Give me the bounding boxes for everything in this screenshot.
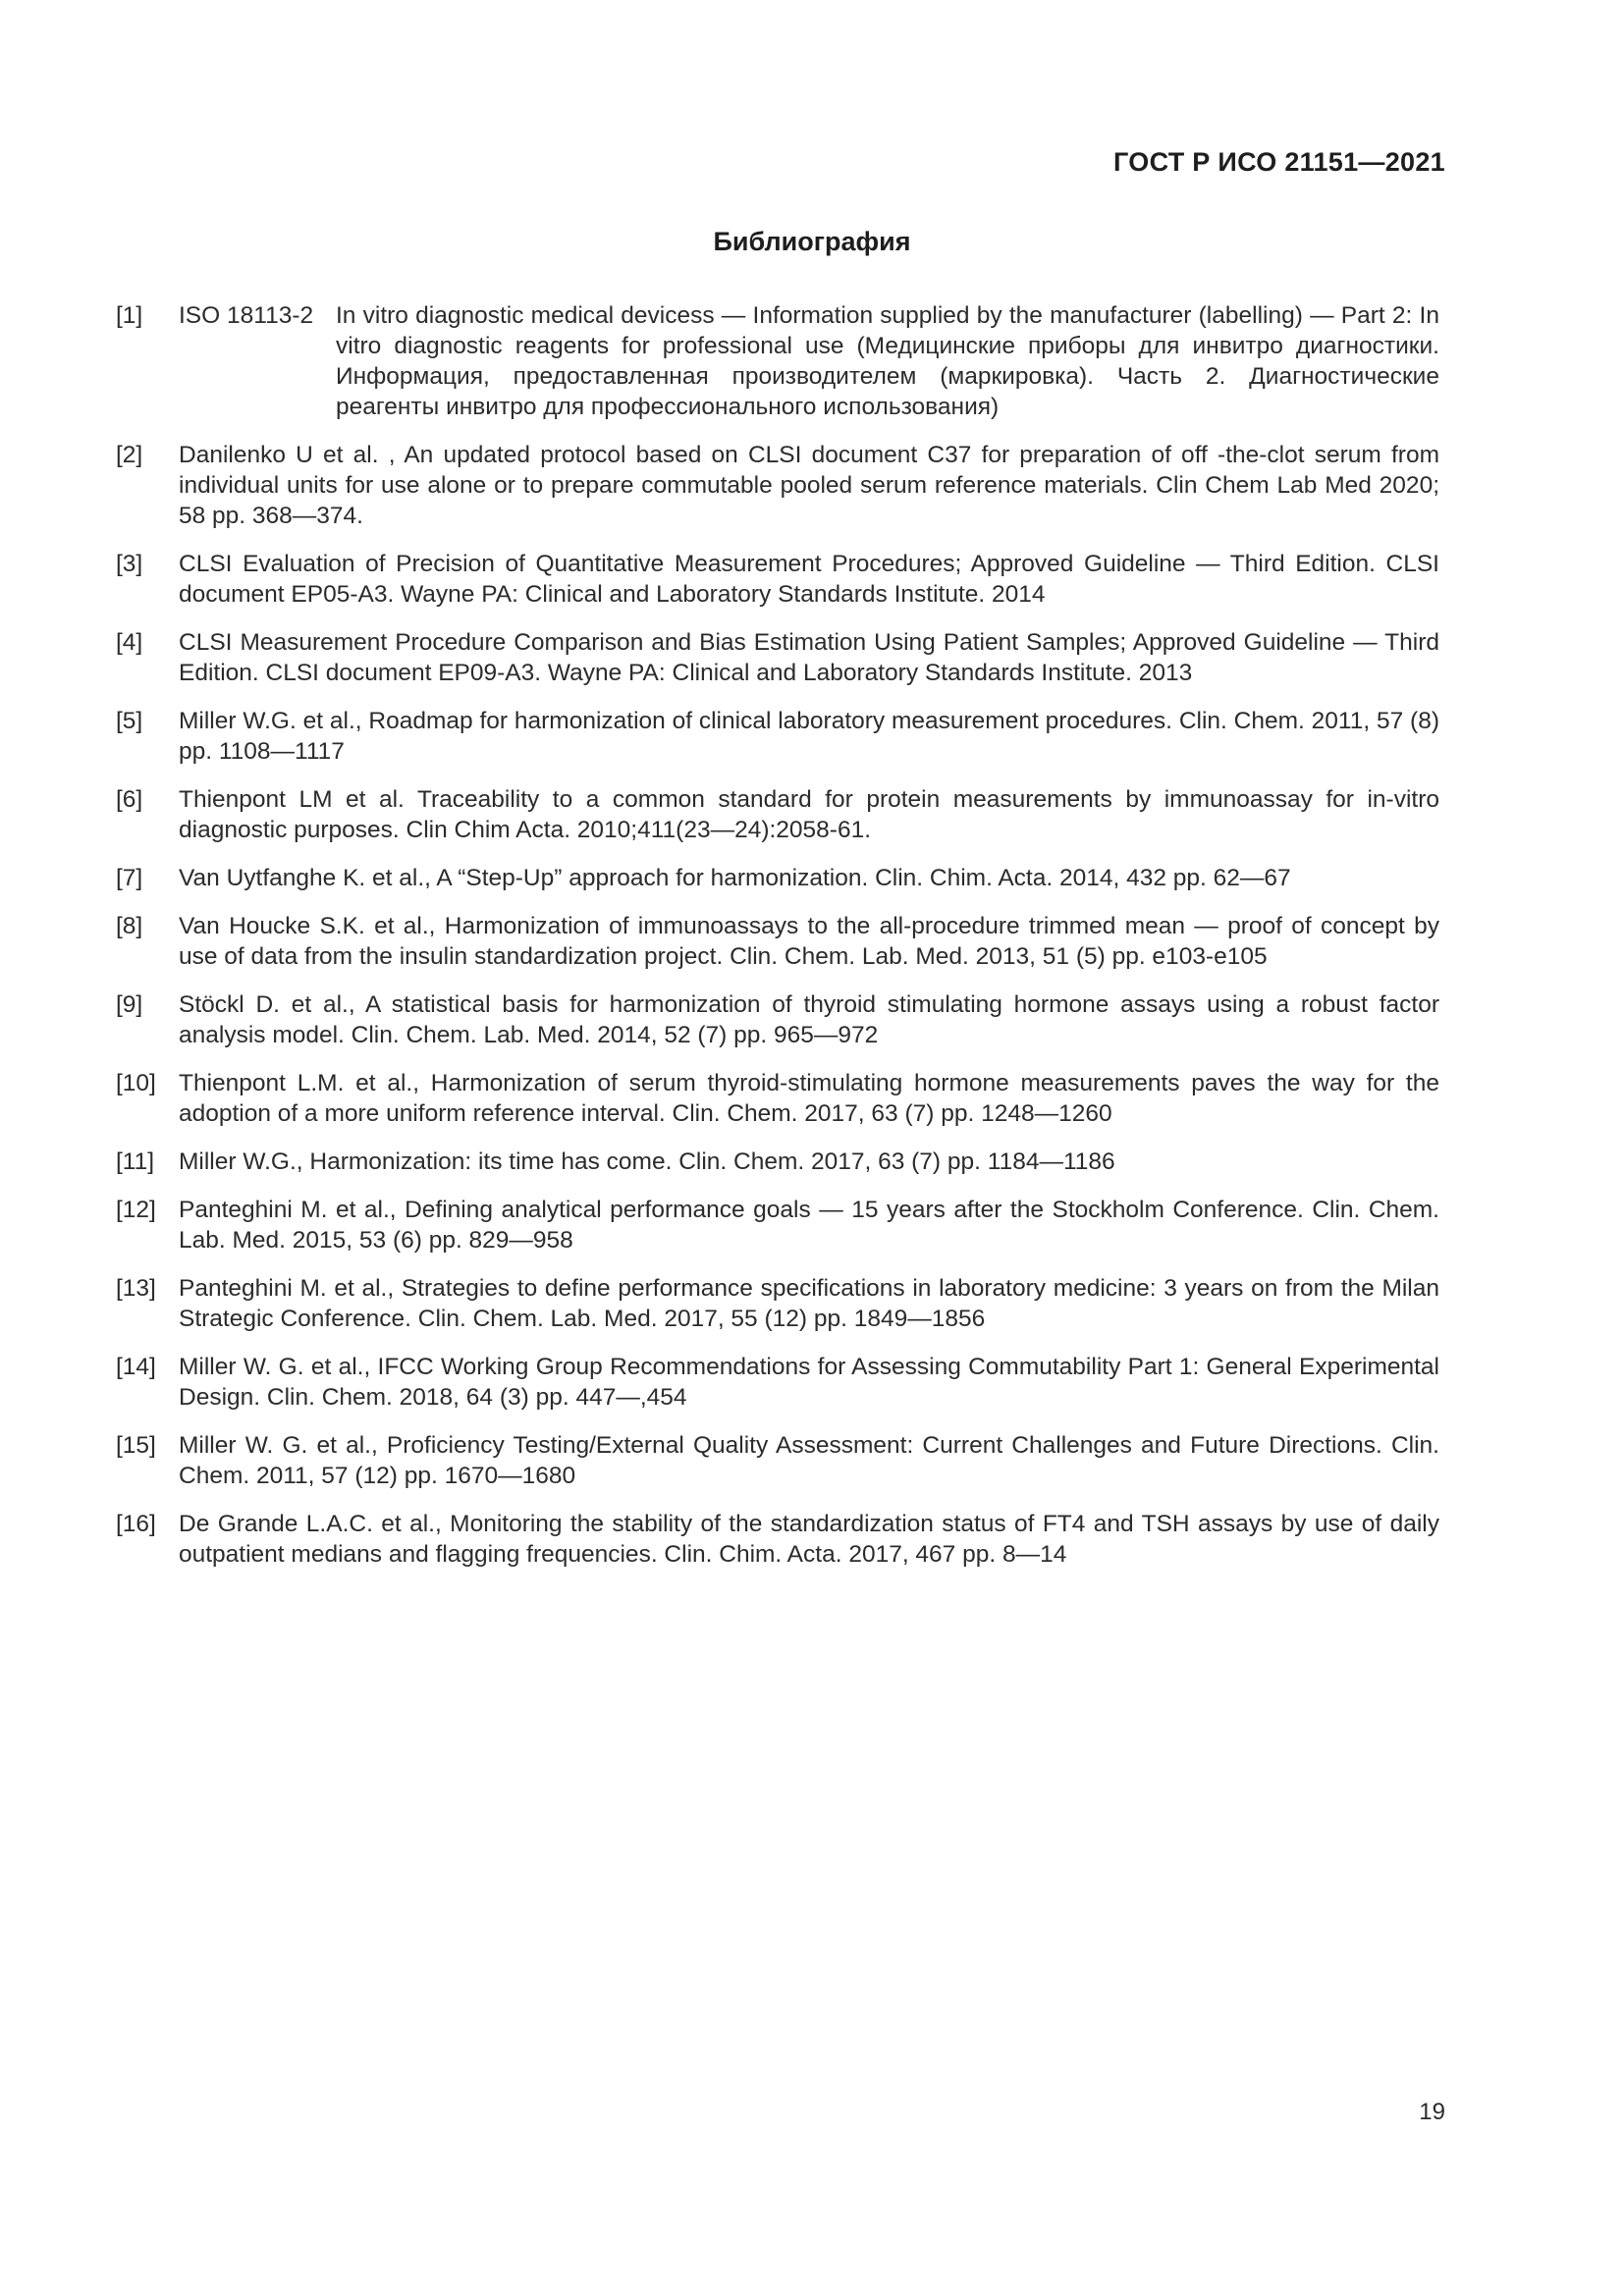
reference-item-16 — [116, 1509, 1439, 1570]
reference-content — [179, 300, 1439, 422]
reference-text: Miller W. G. et al., Proficiency Testing/External Quality Assessment: Current Challenges and Future Directions. Clin. Chem. 2011, 57 (12) pp. 1670—1680 — [179, 1432, 1439, 1489]
reference-text: Danilenko U et al. , An updated protocol based on CLSI document C37 for preparation of off -the-clot serum from individual units for use alone or to prepare commutable pooled serum reference materials. Clin Chem Lab Med 2020; 58 pp. 368—374. — [179, 442, 1439, 529]
reference-text: Thienpont LM et al. Traceability to a common standard for protein measurements by immunoassay for in-vitro diagnostic purposes. Clin Chim Acta. 2010;411(23—24):2058-61. — [179, 786, 1439, 843]
reference-number: [3] — [116, 551, 143, 577]
reference-text: Panteghini M. et al., Strategies to define performance specifications in laboratory medicine: 3 years on from the Milan Strategic Conference. Clin. Chem. Lab. Med. 2017, 55 (12) pp. 1849—1856 — [179, 1275, 1439, 1332]
reference-text: Miller W.G. et al., Roadmap for harmonization of clinical laboratory measurement procedures. Clin. Chem. 2011, 57 (8) pp. 1108—1117 — [179, 708, 1439, 765]
reference-number: [6] — [116, 786, 143, 813]
reference-number: [10] — [116, 1070, 156, 1096]
reference-item-14 — [116, 1352, 1439, 1413]
reference-text: In vitro diagnostic medical devicess — Information supplied by the manufacturer (labelling) — Part 2: In vitro diagnostic reagents for professional use (Медицинские приборы для инвитро диагностики. Информация, предоставленная производителем (маркировка). Часть 2. Диагностические реагенты инвитро для профессионального использования) — [336, 302, 1439, 420]
reference-text: Miller W.G., Harmonization: its time has come. Clin. Chem. 2017, 63 (7) pp. 1184—1186 — [179, 1148, 1115, 1175]
reference-item-2 — [116, 440, 1439, 531]
bibliography-title: Библиография — [713, 227, 911, 256]
reference-text: Thienpont L.M. et al., Harmonization of serum thyroid-stimulating hormone measurements paves the way for the adoption of a more uniform reference interval. Clin. Chem. 2017, 63 (7) pp. 1248—1260 — [179, 1070, 1439, 1127]
reference-number: [4] — [116, 629, 143, 656]
reference-text: Van Houcke S.K. et al., Harmonization of immunoassays to the all-procedure trimmed mean — proof of concept by use of data from the insulin standardization project. Clin. Chem. Lab. Med. 2013, 51 (5) pp. e103-e105 — [179, 913, 1439, 970]
reference-text: Van Uytfanghe K. et al., A “Step-Up” approach for harmonization. Clin. Chim. Acta. 2014, 432 pp. 62—67 — [179, 865, 1291, 891]
reference-text: CLSI Evaluation of Precision of Quantitative Measurement Procedures; Approved Guideline — Third Edition. CLSI document EP05-A3. Wayne PA: Clinical and Laboratory Standards Institute. 2014 — [179, 551, 1439, 608]
reference-number: [5] — [116, 708, 143, 734]
reference-number: [12] — [116, 1197, 156, 1223]
reference-number: [15] — [116, 1432, 156, 1459]
reference-item-10 — [116, 1068, 1439, 1129]
reference-item-5 — [116, 706, 1439, 767]
reference-number: [2] — [116, 442, 143, 468]
reference-number: [7] — [116, 865, 143, 891]
reference-number: [16] — [116, 1511, 156, 1537]
reference-number: [11] — [116, 1148, 155, 1175]
reference-number: [14] — [116, 1354, 156, 1380]
reference-text: Stöckl D. et al., A statistical basis for harmonization of thyroid stimulating hormone assays using a robust factor analysis model. Clin. Chem. Lab. Med. 2014, 52 (7) pp. 965—972 — [179, 991, 1439, 1048]
reference-text: Miller W. G. et al., IFCC Working Group Recommendations for Assessing Commutability Part 1: General Experimental Design. Clin. Chem. 2018, 64 (3) pp. 447—,454 — [179, 1354, 1439, 1411]
page-number: 19 — [1419, 2099, 1445, 2125]
reference-item-1 — [116, 300, 1439, 422]
reference-number: [13] — [116, 1275, 156, 1302]
reference-item-4 — [116, 627, 1439, 688]
reference-number: [8] — [116, 913, 143, 939]
reference-item-13 — [116, 1273, 1439, 1334]
reference-item-9 — [116, 989, 1439, 1050]
reference-number: [1] — [116, 302, 143, 329]
reference-list — [116, 300, 1439, 1587]
reference-item-6 — [116, 784, 1439, 845]
reference-item-15 — [116, 1430, 1439, 1491]
reference-text: De Grande L.A.C. et al., Monitoring the stability of the standardization status of FT4 and TSH assays by use of daily outpatient medians and flagging frequencies. Clin. Chim. Acta. 2017, 467 pp. 8—14 — [179, 1511, 1439, 1568]
reference-number: [9] — [116, 991, 143, 1018]
reference-text: Panteghini M. et al., Defining analytical performance goals — 15 years after the Stockholm Conference. Clin. Chem. Lab. Med. 2015, 53 (6) pp. 829—958 — [179, 1197, 1439, 1254]
reference-item-11 — [116, 1147, 1439, 1177]
reference-item-12 — [116, 1195, 1439, 1255]
reference-text: CLSI Measurement Procedure Comparison and Bias Estimation Using Patient Samples; Approved Guideline — Third Edition. CLSI document EP09-A3. Wayne PA: Clinical and Laboratory Standards Institute. 2013 — [179, 629, 1439, 686]
reference-item-3 — [116, 549, 1439, 610]
reference-standard-code: ISO 18113-2 — [179, 302, 314, 329]
reference-item-7 — [116, 863, 1439, 893]
reference-item-8 — [116, 911, 1439, 972]
document-code: ГОСТ Р ИСО 21151—2021 — [1113, 147, 1445, 177]
